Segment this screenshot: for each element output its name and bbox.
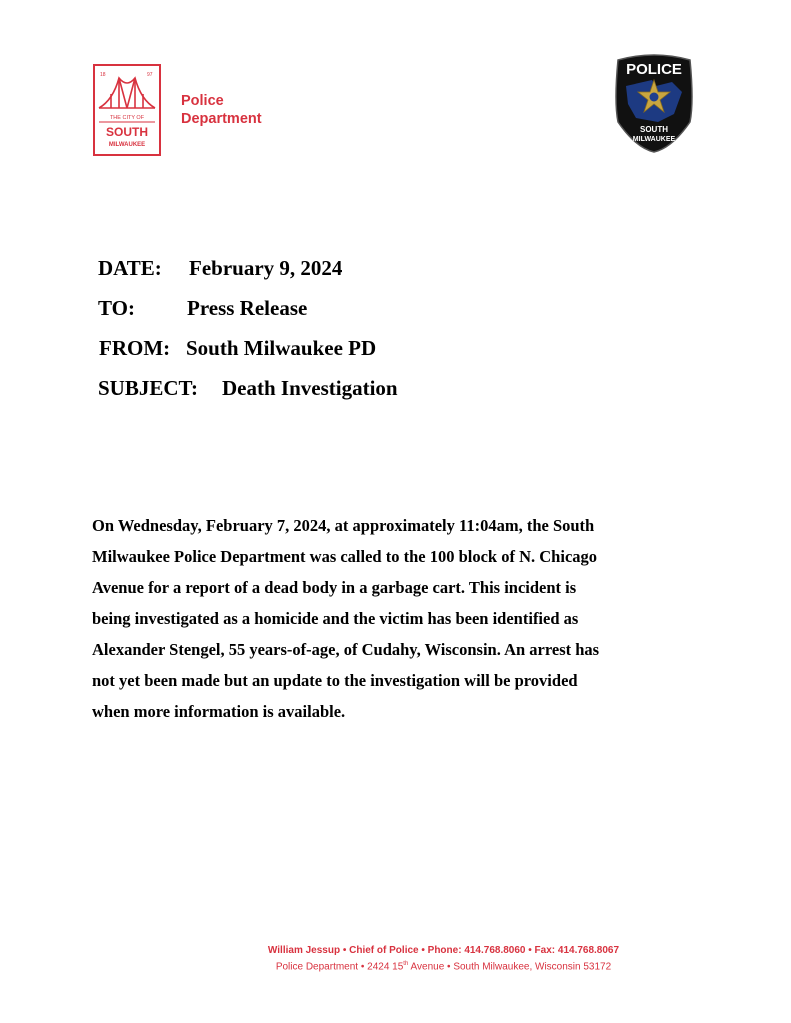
memo-date-row — [98, 256, 343, 281]
footer-address-sup: th — [403, 961, 409, 967]
badge-bottom-line-2: MILWAUKEE — [632, 136, 676, 143]
date-value: February 9, 2024 — [189, 256, 343, 280]
footer-contact-line: William Jessup • Chief of Police • Phone: 414.768.8060 • Fax: 414.768.8067 — [267, 945, 620, 956]
from-value: South Milwaukee PD — [186, 336, 377, 360]
body-line: Avenue for a report of a dead body in a garbage cart. This incident is — [92, 578, 577, 597]
press-release-body — [92, 510, 672, 727]
footer-address-line — [48, 961, 791, 972]
body-line: not yet been made but an update to the investigation will be provided — [92, 671, 578, 690]
to-value: Press Release — [187, 296, 308, 320]
body-line: Alexander Stengel, 55 years-of-age, of Cudahy, Wisconsin. An arrest has — [92, 640, 600, 659]
department-name — [181, 92, 262, 128]
logo-year-left: 18 — [100, 72, 106, 78]
logo-line-2: SOUTH — [106, 125, 148, 139]
logo-line-1: THE CITY OF — [109, 115, 145, 121]
subject-value: Death Investigation — [222, 376, 398, 400]
bridge-icon — [99, 78, 155, 108]
badge-top-text: POLICE — [626, 61, 682, 78]
footer-address-suffix: Avenue • South Milwaukee, Wisconsin 53172 — [408, 961, 612, 973]
body-line: when more information is available. — [92, 702, 346, 721]
from-label: FROM: — [99, 336, 171, 360]
footer-address-prefix: Police Department • 2424 15 — [275, 961, 404, 973]
to-label: TO: — [98, 296, 135, 320]
department-name-line-1: Police — [181, 93, 224, 109]
city-of-south-milwaukee-logo — [93, 64, 161, 156]
memo-subject-row — [98, 376, 398, 401]
memo-from-row — [99, 336, 377, 361]
logo-year-right: 97 — [147, 72, 153, 78]
body-line: Milwaukee Police Department was called to the 100 block of N. Chicago — [92, 547, 598, 566]
body-line: On Wednesday, February 7, 2024, at approximately 11:04am, the South — [92, 516, 595, 535]
memo-to-row — [98, 296, 308, 321]
logo-line-3: MILWAUKEE — [108, 142, 146, 148]
police-badge — [612, 52, 696, 154]
body-line: being investigated as a homicide and the victim has been identified as — [92, 609, 579, 628]
department-name-line-2: Department — [181, 111, 262, 127]
badge-bottom-line-1: SOUTH — [640, 125, 668, 134]
subject-label: SUBJECT: — [98, 376, 198, 400]
date-label: DATE: — [98, 256, 162, 280]
